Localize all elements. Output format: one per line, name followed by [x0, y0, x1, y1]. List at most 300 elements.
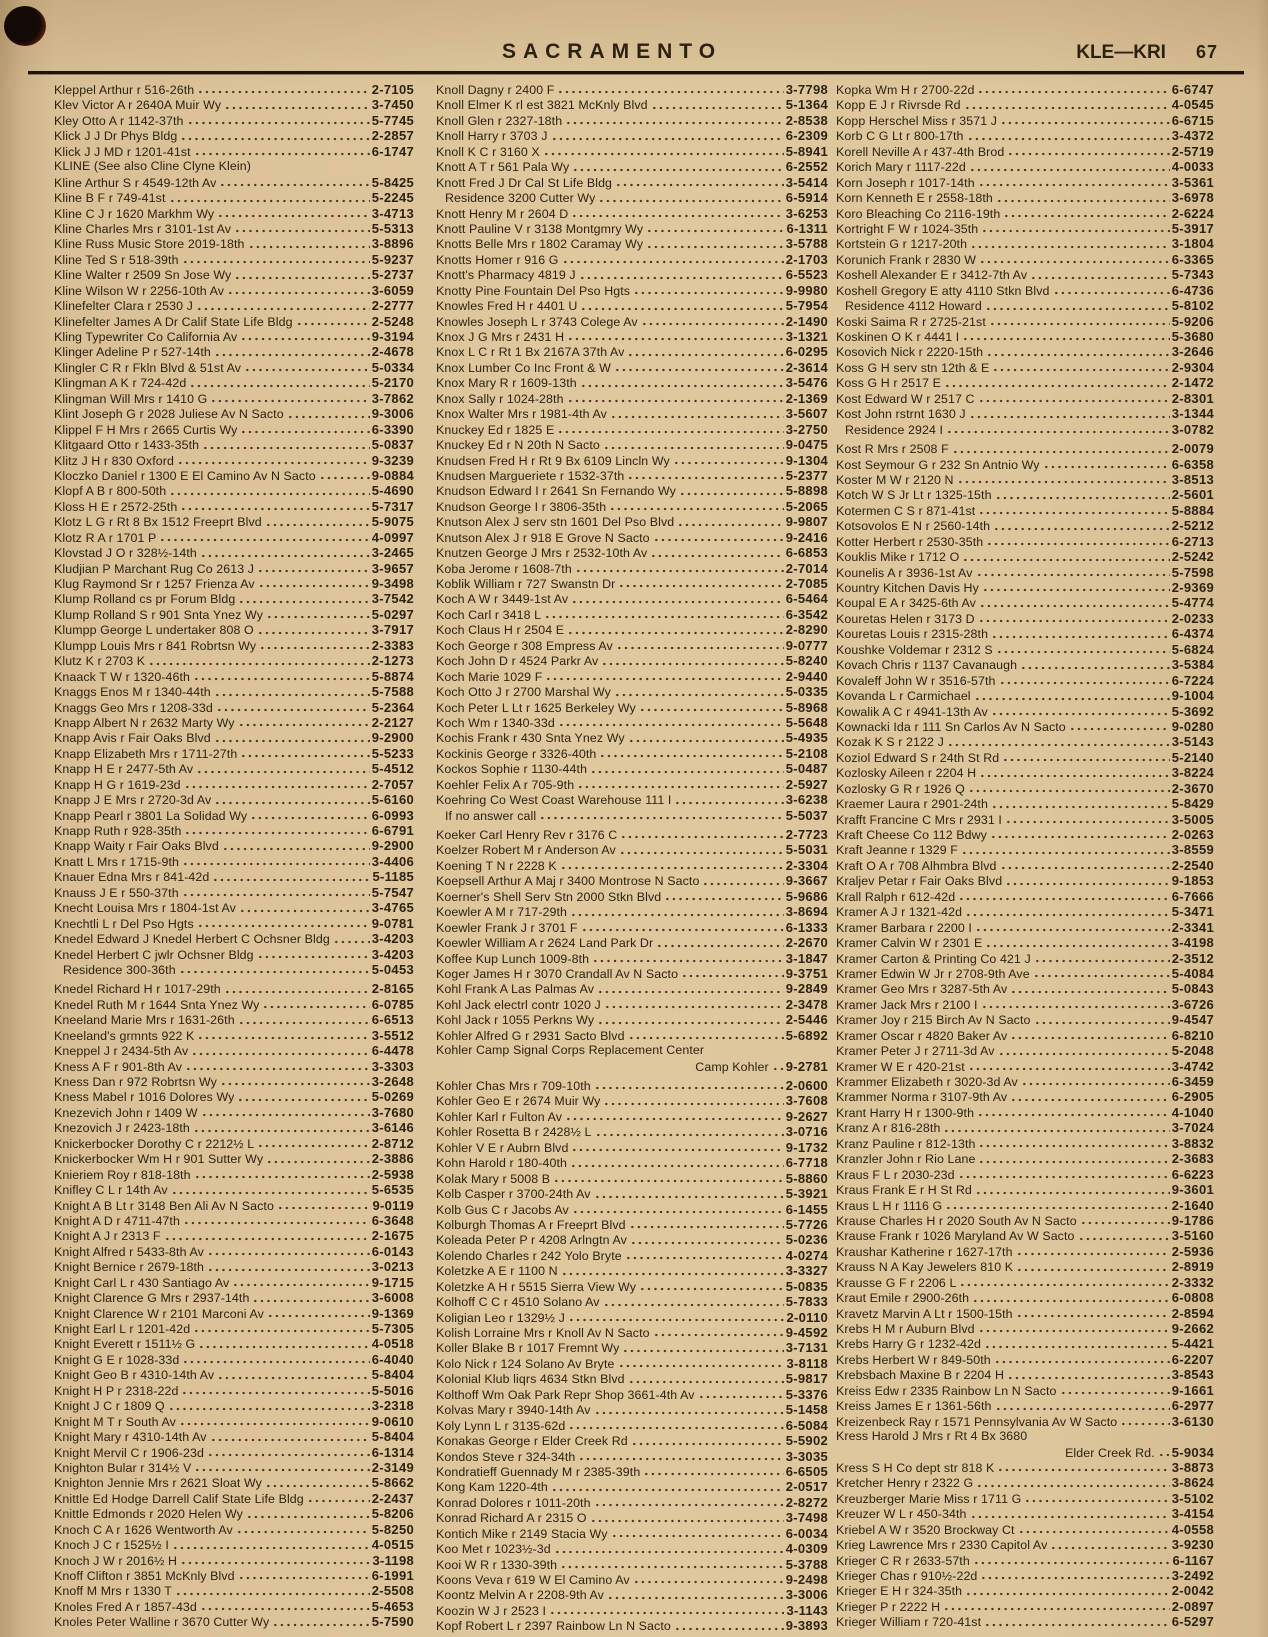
- directory-entry: [436, 1618, 828, 1633]
- directory-entry: [836, 534, 1214, 549]
- dot-leader: [996, 642, 1170, 657]
- directory-entry: [836, 472, 1214, 487]
- entry-phone-number: 2-1273: [371, 653, 414, 669]
- directory-entry: [836, 298, 1214, 313]
- entry-name: Kost R Mrs r 2508 F: [836, 442, 949, 457]
- dot-leader: [1060, 1383, 1170, 1398]
- dot-leader: [969, 406, 1170, 421]
- entry-phone-number: 2-7723: [785, 827, 828, 842]
- entry-phone-number: 2-8272: [785, 1494, 828, 1510]
- entry-phone-number: 5-8240: [785, 653, 828, 669]
- entry-phone-number: 6-1991: [371, 1568, 414, 1583]
- entry-phone-number: 9-1004: [1171, 688, 1214, 704]
- directory-entry: [54, 1367, 414, 1382]
- directory-entry: [54, 669, 414, 684]
- entry-phone-number: 2-8919: [1171, 1259, 1214, 1275]
- entry-name: Knudsen Fred H r Rt 9 Bx 6109 Lincln Wy: [436, 453, 670, 468]
- entry-name: Kraemer Laura r 2901-24th: [836, 797, 988, 812]
- entry-name: Kooi W R r 1330-39th: [436, 1557, 558, 1572]
- directory-entry: [836, 252, 1214, 267]
- dot-leader: [628, 1371, 784, 1386]
- dot-leader: [543, 144, 784, 159]
- entry-name: Kranzler John r Rio Lane: [836, 1152, 976, 1167]
- dot-leader: [982, 580, 1170, 595]
- entry-name: Knight Carl L r 430 Santiago Av: [54, 1275, 230, 1290]
- dot-leader: [985, 935, 1169, 950]
- dot-leader: [1010, 1028, 1169, 1043]
- entry-phone-number: 5-2170: [371, 375, 414, 391]
- entry-phone-number: 5-9686: [785, 888, 828, 904]
- directory-entry: [836, 781, 1214, 796]
- entry-phone-number: 6-7666: [1171, 888, 1214, 904]
- entry-name: Kludjian P Marchant Rug Co 2613 J: [54, 561, 255, 576]
- dot-leader: [1020, 657, 1170, 672]
- directory-entry: [54, 1614, 414, 1629]
- directory-entry: [54, 792, 414, 807]
- directory-entry: [54, 1059, 414, 1074]
- entry-phone-number: 3-8896: [371, 236, 414, 252]
- directory-entry: [54, 82, 414, 97]
- dot-leader: [1120, 1414, 1169, 1429]
- entry-phone-number: 6-5914: [785, 190, 828, 206]
- entry-phone-number: 9-3006: [371, 406, 414, 422]
- directory-entry: [54, 453, 414, 468]
- entry-name: Koch Claus H r 2504 E: [436, 623, 565, 638]
- entry-phone-number: 2-1675: [371, 1228, 414, 1244]
- dot-leader: [265, 514, 370, 529]
- directory-entry: [54, 962, 414, 977]
- dot-leader: [628, 730, 784, 745]
- dot-leader: [180, 1553, 370, 1568]
- entry-name: Koblik William r 727 Swanstn Dr: [436, 577, 616, 591]
- entry-phone-number: 2-5927: [785, 776, 828, 792]
- entry-name: Koller Blake B r 1017 Fremnt Wy: [436, 1341, 620, 1356]
- entry-phone-number: 9-2900: [371, 838, 414, 854]
- dot-leader: [627, 468, 783, 483]
- directory-entry: [436, 1464, 828, 1479]
- entry-name: Knezovich J r 2423-18th: [54, 1121, 190, 1136]
- dot-leader: [986, 534, 1169, 549]
- dot-leader: [551, 1479, 784, 1494]
- entry-phone-number: 3-8118: [786, 1355, 828, 1371]
- entry-name: Kopka Wm H r 2700-22d: [836, 83, 975, 97]
- dot-leader: [615, 175, 784, 190]
- entry-phone-number: 6-0993: [371, 807, 414, 823]
- directory-entry: [54, 854, 414, 869]
- dot-leader: [646, 221, 784, 236]
- entry-name: Klovstad J O r 328½-14th: [54, 546, 197, 561]
- entry-phone-number: 3-7862: [371, 390, 414, 406]
- directory-entry: [436, 1059, 828, 1074]
- entry-name: Kost John rstrnt 1630 J: [836, 407, 966, 422]
- page-title: SACRAMENTO: [501, 40, 723, 63]
- entry-phone-number: 5-8874: [371, 668, 414, 684]
- dot-leader: [171, 1182, 370, 1197]
- entry-name: Elder Creek Rd.: [1065, 1445, 1155, 1460]
- dot-leader: [319, 468, 370, 483]
- dot-leader: [567, 329, 784, 344]
- entry-name: Kohl Jack r 1055 Perkns Wy: [436, 1013, 595, 1028]
- directory-entry: [436, 391, 828, 406]
- dot-leader: [551, 128, 784, 143]
- entry-name: Klint Joseph G r 2028 Juliese Av N Sacto: [54, 407, 284, 422]
- directory-entry: [836, 206, 1214, 221]
- entry-name: Residence 2924 I: [845, 422, 944, 437]
- entry-phone-number: 3-4765: [371, 900, 414, 916]
- entry-name: Knapp J E Mrs r 2720-3d Av: [54, 793, 212, 808]
- directory-entry: [436, 1603, 828, 1618]
- directory-entry: [836, 1568, 1214, 1583]
- directory-entry: [54, 1120, 414, 1135]
- entry-name: Kline Charles Mrs r 3101-1st Av: [54, 221, 232, 236]
- entry-name: Krieger William r 720-41st: [836, 1615, 982, 1630]
- entry-name: Knoles Fred A r 1857-43d: [54, 1599, 197, 1614]
- dot-leader: [594, 1402, 784, 1417]
- entry-phone-number: 2-3478: [785, 996, 828, 1012]
- directory-entry: [436, 128, 828, 143]
- directory-entry: [436, 1340, 828, 1355]
- dot-leader: [210, 391, 369, 406]
- entry-name: Kraft Cheese Co 112 Bdwy: [836, 828, 987, 842]
- dot-leader: [207, 1244, 370, 1259]
- dot-leader: [998, 1043, 1170, 1058]
- directory-entry: [836, 1136, 1214, 1151]
- directory-entry: [436, 792, 828, 807]
- dot-leader: [599, 746, 783, 761]
- directory-entry: [436, 1263, 828, 1278]
- directory-entry: [436, 1109, 828, 1124]
- entry-phone-number: 2-8712: [371, 1135, 414, 1151]
- entry-phone-number: 6-3365: [1171, 251, 1214, 267]
- dot-leader: [992, 360, 1169, 375]
- entry-phone-number: 2-9369: [1171, 580, 1214, 595]
- entry-name: Krant Harry H r 1300-9th: [836, 1105, 975, 1120]
- entry-phone-number: 6-2713: [1171, 533, 1214, 549]
- dot-leader: [978, 1151, 1169, 1166]
- entry-phone-number: 9-1715: [371, 1274, 414, 1290]
- dot-leader: [248, 236, 370, 251]
- dot-leader: [227, 283, 370, 298]
- entry-phone-number: 3-8513: [1171, 471, 1214, 487]
- dot-leader: [567, 622, 784, 637]
- entry-phone-number: 2-0517: [785, 1479, 828, 1495]
- entry-phone-number: 3-5102: [1171, 1490, 1214, 1506]
- entry-name: Kolhoff C C r 4510 Solano Av: [436, 1295, 600, 1310]
- directory-entry: [54, 360, 414, 375]
- entry-phone-number: 5-2108: [785, 745, 828, 761]
- directory-entry: [54, 746, 414, 761]
- page-header-right: [1076, 42, 1218, 64]
- entry-phone-number: 2-3149: [371, 1459, 414, 1475]
- dot-leader: [772, 1059, 784, 1074]
- entry-name: Koch George r 308 Empress Av: [436, 638, 613, 653]
- entry-name: Knoll K C r 3160 X: [436, 144, 540, 159]
- entry-name: Kost Edward W r 2517 C: [836, 391, 975, 406]
- directory-entry: [54, 1352, 414, 1367]
- entry-phone-number: 4-0515: [371, 1537, 414, 1553]
- entry-name: Kline C J r 1620 Markhm Wy: [54, 206, 215, 221]
- entry-name: Kline Walter r 2509 Sn Jose Wy: [54, 268, 232, 283]
- entry-phone-number: 6-6853: [785, 545, 828, 561]
- entry-name: Koupal E A r 3425-6th Av: [836, 596, 976, 611]
- entry-phone-number: 5-9237: [371, 251, 414, 267]
- entry-name: Koepsell Arthur A Maj r 3400 Montrose N Sacto: [436, 874, 700, 889]
- entry-phone-number: 3-7542: [371, 591, 414, 607]
- dot-leader: [1005, 812, 1170, 827]
- entry-phone-number: 2-0042: [1171, 1583, 1214, 1599]
- directory-entry: [54, 236, 414, 251]
- entry-name: Knight H P r 2318-22d: [54, 1383, 179, 1398]
- directory-entry: [836, 827, 1214, 842]
- dot-leader: [238, 1568, 370, 1583]
- entry-name: Knuckey Ed r N 20th N Sacto: [436, 438, 600, 453]
- entry-phone-number: 2-2777: [371, 298, 414, 314]
- entry-name: Koster M W r 2120 N: [836, 472, 954, 487]
- directory-entry: [54, 1599, 414, 1614]
- dot-leader: [986, 344, 1170, 359]
- entry-name: Koch John D r 4524 Parkr Av: [436, 654, 599, 669]
- entry-phone-number: 2-5242: [1171, 549, 1214, 565]
- directory-entry: [54, 1182, 414, 1197]
- entry-name: Koligian Leo r 1329½ J: [436, 1310, 565, 1325]
- entry-name: Knight J C r 1809 Q: [54, 1399, 165, 1414]
- directory-entry: [54, 1290, 414, 1305]
- entry-name: Knauer Edna Mrs r 841-42d: [54, 870, 210, 885]
- entry-phone-number: 5-0843: [1171, 981, 1214, 997]
- entry-name: Konrad Richard A r 2315 O: [436, 1511, 587, 1526]
- directory-entry: [436, 777, 828, 792]
- directory-entry: [54, 391, 414, 406]
- dot-leader: [1000, 858, 1170, 873]
- entry-name: Kranz Pauline r 812-13th: [836, 1136, 976, 1151]
- entry-name: Kockinis George r 3326-40th: [436, 746, 597, 761]
- entry-name: Kolburgh Thomas A r Freeprt Blvd: [436, 1217, 626, 1232]
- entry-name: Kohler Rosetta B r 2428½ L: [436, 1125, 592, 1140]
- dot-leader: [979, 595, 1170, 610]
- entry-name: Krieg Lawrence Mrs r 2330 Capitol Av: [836, 1538, 1048, 1553]
- dot-leader: [595, 1124, 784, 1139]
- entry-name: Knight Earl L r 1201-42d: [54, 1322, 191, 1336]
- entry-phone-number: 5-6535: [371, 1182, 414, 1198]
- directory-entry: [836, 873, 1214, 888]
- directory-entry: [836, 1475, 1214, 1490]
- index-range: KLE—KRI: [1076, 42, 1166, 63]
- entry-phone-number: 3-0782: [1171, 421, 1214, 437]
- directory-entry: [836, 1321, 1214, 1336]
- directory-entry: [54, 638, 414, 653]
- entry-name: Koch Peter L Lt r 1625 Berkeley Wy: [436, 700, 636, 715]
- entry-name: Knickerbocker Wm H r 901 Sutter Wy: [54, 1152, 264, 1167]
- dot-leader: [196, 761, 370, 776]
- dot-leader: [1033, 966, 1170, 981]
- dot-leader: [970, 1506, 1170, 1521]
- directory-entry: [54, 1553, 414, 1568]
- dot-leader: [943, 1120, 1169, 1135]
- entry-phone-number: 5-4512: [371, 761, 414, 777]
- directory-entry: [54, 838, 414, 853]
- directory-entry: [54, 1414, 414, 1429]
- entry-phone-number: 3-6146: [371, 1120, 414, 1136]
- directory-entry: [54, 700, 414, 715]
- entry-phone-number: 2-3332: [1171, 1274, 1214, 1290]
- entry-name: Kohler Geo E r 2674 Muir Wy: [436, 1094, 601, 1109]
- entry-phone-number: 5-8250: [371, 1521, 414, 1537]
- entry-phone-number: 5-4084: [1171, 965, 1214, 981]
- directory-entry: [54, 931, 414, 946]
- dot-leader: [568, 1310, 784, 1325]
- entry-phone-number: 5-3692: [1171, 703, 1214, 719]
- dot-leader: [257, 561, 370, 576]
- entry-phone-number: 2-1369: [785, 390, 828, 406]
- dot-leader: [976, 1475, 1169, 1490]
- entry-phone-number: 2-7014: [785, 560, 828, 576]
- directory-entry: [54, 916, 414, 931]
- entry-name: If no answer call: [445, 808, 537, 823]
- entry-phone-number: 9-3239: [371, 452, 414, 468]
- dot-leader: [997, 1460, 1169, 1475]
- entry-name: Knight Mervil C r 1906-23d: [54, 1445, 204, 1460]
- entry-name: Kloczko Daniel r 1300 E El Camino Av N Sacto: [54, 468, 316, 483]
- entry-name: Kraft O A r 708 Alhmbra Blvd: [836, 858, 997, 873]
- entry-name: Kramer W E r 420-21st: [836, 1059, 965, 1074]
- directory-entry: [836, 344, 1214, 359]
- entry-phone-number: 5-5031: [785, 842, 828, 858]
- entry-phone-number: 5-7954: [785, 298, 828, 314]
- entry-name: Knittle Ed Hodge Darrell Calif State Life Bldg: [54, 1491, 304, 1506]
- directory-entry: [436, 236, 828, 251]
- entry-name: Klingman A K r 724-42d: [54, 376, 187, 391]
- entry-name: Kowalik A C r 4941-13th Av: [836, 704, 988, 719]
- dot-leader: [594, 1495, 784, 1510]
- directory-entry: [54, 947, 414, 962]
- entry-name: Knoll Harry r 3703 J: [436, 129, 548, 144]
- dot-leader: [571, 1140, 783, 1155]
- entry-name: Kramer Calvin W r 2301 E: [836, 936, 983, 951]
- directory-entry: [836, 236, 1214, 251]
- entry-name: Knoll Glen r 2327-18th: [436, 113, 563, 128]
- directory-entry: [836, 1491, 1214, 1506]
- entry-name: Knott Henry M r 2604 D: [436, 206, 569, 221]
- entry-phone-number: 3-6059: [371, 282, 414, 298]
- entry-name: Kohn Harold r 180-40th: [436, 1156, 568, 1171]
- entry-phone-number: 5-6824: [1171, 641, 1214, 657]
- directory-entry: [436, 499, 828, 514]
- dot-leader: [180, 128, 369, 143]
- entry-phone-number: 3-1143: [786, 1602, 828, 1618]
- dot-leader: [544, 607, 784, 622]
- dot-leader: [650, 545, 783, 560]
- directory-entry: [836, 144, 1214, 159]
- entry-name: Koeker Carl Henry Rev r 3176 C: [436, 828, 618, 842]
- dot-leader: [257, 622, 370, 637]
- directory-entry: [836, 842, 1214, 857]
- entry-phone-number: 5-7726: [785, 1216, 828, 1232]
- dot-leader: [553, 1171, 784, 1186]
- entry-phone-number: 3-2646: [1171, 344, 1214, 360]
- entry-phone-number: 5-3917: [1171, 220, 1214, 236]
- dot-leader: [629, 1217, 784, 1232]
- directory-column-1: [54, 82, 414, 1630]
- directory-entry: [836, 314, 1214, 329]
- directory-entry: [54, 981, 414, 996]
- entry-name: Knox L C r Rt 1 Bx 2167A 37th Av: [436, 345, 625, 360]
- directory-entry: [436, 1043, 828, 1058]
- entry-phone-number: 3-6978: [1171, 190, 1214, 206]
- entry-phone-number: 3-8832: [1171, 1135, 1214, 1151]
- entry-phone-number: 9-0610: [371, 1413, 414, 1429]
- dot-leader: [265, 1475, 370, 1490]
- entry-name: Krammer Norma r 3107-9th Av: [836, 1090, 1008, 1105]
- dot-leader: [1018, 1522, 1170, 1537]
- entry-phone-number: 5-0453: [371, 961, 414, 977]
- directory-entry: [54, 1028, 414, 1043]
- entry-name: Knapp Ruth r 928-35th: [54, 824, 182, 838]
- dot-leader: [197, 82, 369, 97]
- directory-entry: [436, 904, 828, 919]
- directory-entry: [54, 175, 414, 190]
- entry-name: Kneppel J r 2434-5th Av: [54, 1044, 189, 1059]
- entry-name: Kley Otto A r 1142-37th: [54, 113, 184, 128]
- dot-leader: [571, 206, 783, 221]
- directory-entry: [54, 607, 414, 622]
- dot-leader: [603, 437, 784, 452]
- entry-name: Knutzen George J Mrs r 2532-10th Av: [436, 546, 648, 561]
- dot-leader: [947, 734, 1170, 749]
- entry-phone-number: 3-4742: [1171, 1058, 1214, 1074]
- entry-name: Krammer Elizabeth r 3020-3d Av: [836, 1075, 1018, 1089]
- directory-entry: [436, 283, 828, 298]
- entry-phone-number: 3-7680: [371, 1104, 414, 1120]
- entry-name: Residence 300-36th: [63, 962, 176, 977]
- directory-entry: [436, 1186, 828, 1201]
- entry-name: Klingler C R r Fkln Blvd & 51st Av: [54, 360, 242, 375]
- entry-name: Knox Lumber Co Inc Front & W: [436, 360, 611, 375]
- directory-entry: [836, 611, 1214, 626]
- dot-leader: [952, 441, 1170, 456]
- directory-entry: [836, 1213, 1214, 1228]
- entry-name: Klitgaard Otto r 1433-35th: [54, 438, 200, 453]
- directory-entry: [54, 1429, 414, 1444]
- dot-leader: [184, 823, 369, 838]
- entry-name: Knedel Edward J Knedel Herbert C Ochsner Bldg: [54, 932, 330, 947]
- entry-phone-number: 5-5233: [371, 745, 414, 761]
- dot-leader: [995, 487, 1170, 502]
- entry-name: Knatt L Mrs r 1715-9th: [54, 854, 180, 869]
- entry-name: Krall Ralph r 612-42d: [836, 889, 956, 904]
- directory-entry: [436, 1310, 828, 1325]
- entry-phone-number: 2-0600: [785, 1078, 828, 1093]
- entry-name: Kravetz Marvin A Lt r 1500-15th: [836, 1306, 1013, 1321]
- entry-phone-number: 5-8404: [371, 1367, 414, 1383]
- dot-leader: [1016, 1306, 1170, 1321]
- entry-phone-number: 6-6715: [1171, 112, 1214, 128]
- directory-entry: [436, 453, 828, 468]
- dot-leader: [961, 842, 1170, 857]
- entry-name: Knapp H G r 1619-23d: [54, 777, 181, 792]
- directory-entry: [436, 653, 828, 668]
- entry-phone-number: 2-3383: [371, 637, 414, 653]
- directory-entry: [436, 1572, 828, 1587]
- entry-phone-number: 3-7608: [785, 1093, 828, 1109]
- entry-name: Krause Charles H r 2020 South Av N Sacto: [836, 1213, 1077, 1228]
- entry-phone-number: 5-1364: [785, 97, 828, 113]
- dot-leader: [244, 360, 370, 375]
- directory-entry: [836, 1583, 1214, 1598]
- directory-entry: [436, 920, 828, 935]
- directory-entry: [436, 951, 828, 966]
- entry-name: Klippel F H Mrs r 2665 Curtis Wy: [54, 422, 238, 437]
- dot-leader: [570, 904, 784, 919]
